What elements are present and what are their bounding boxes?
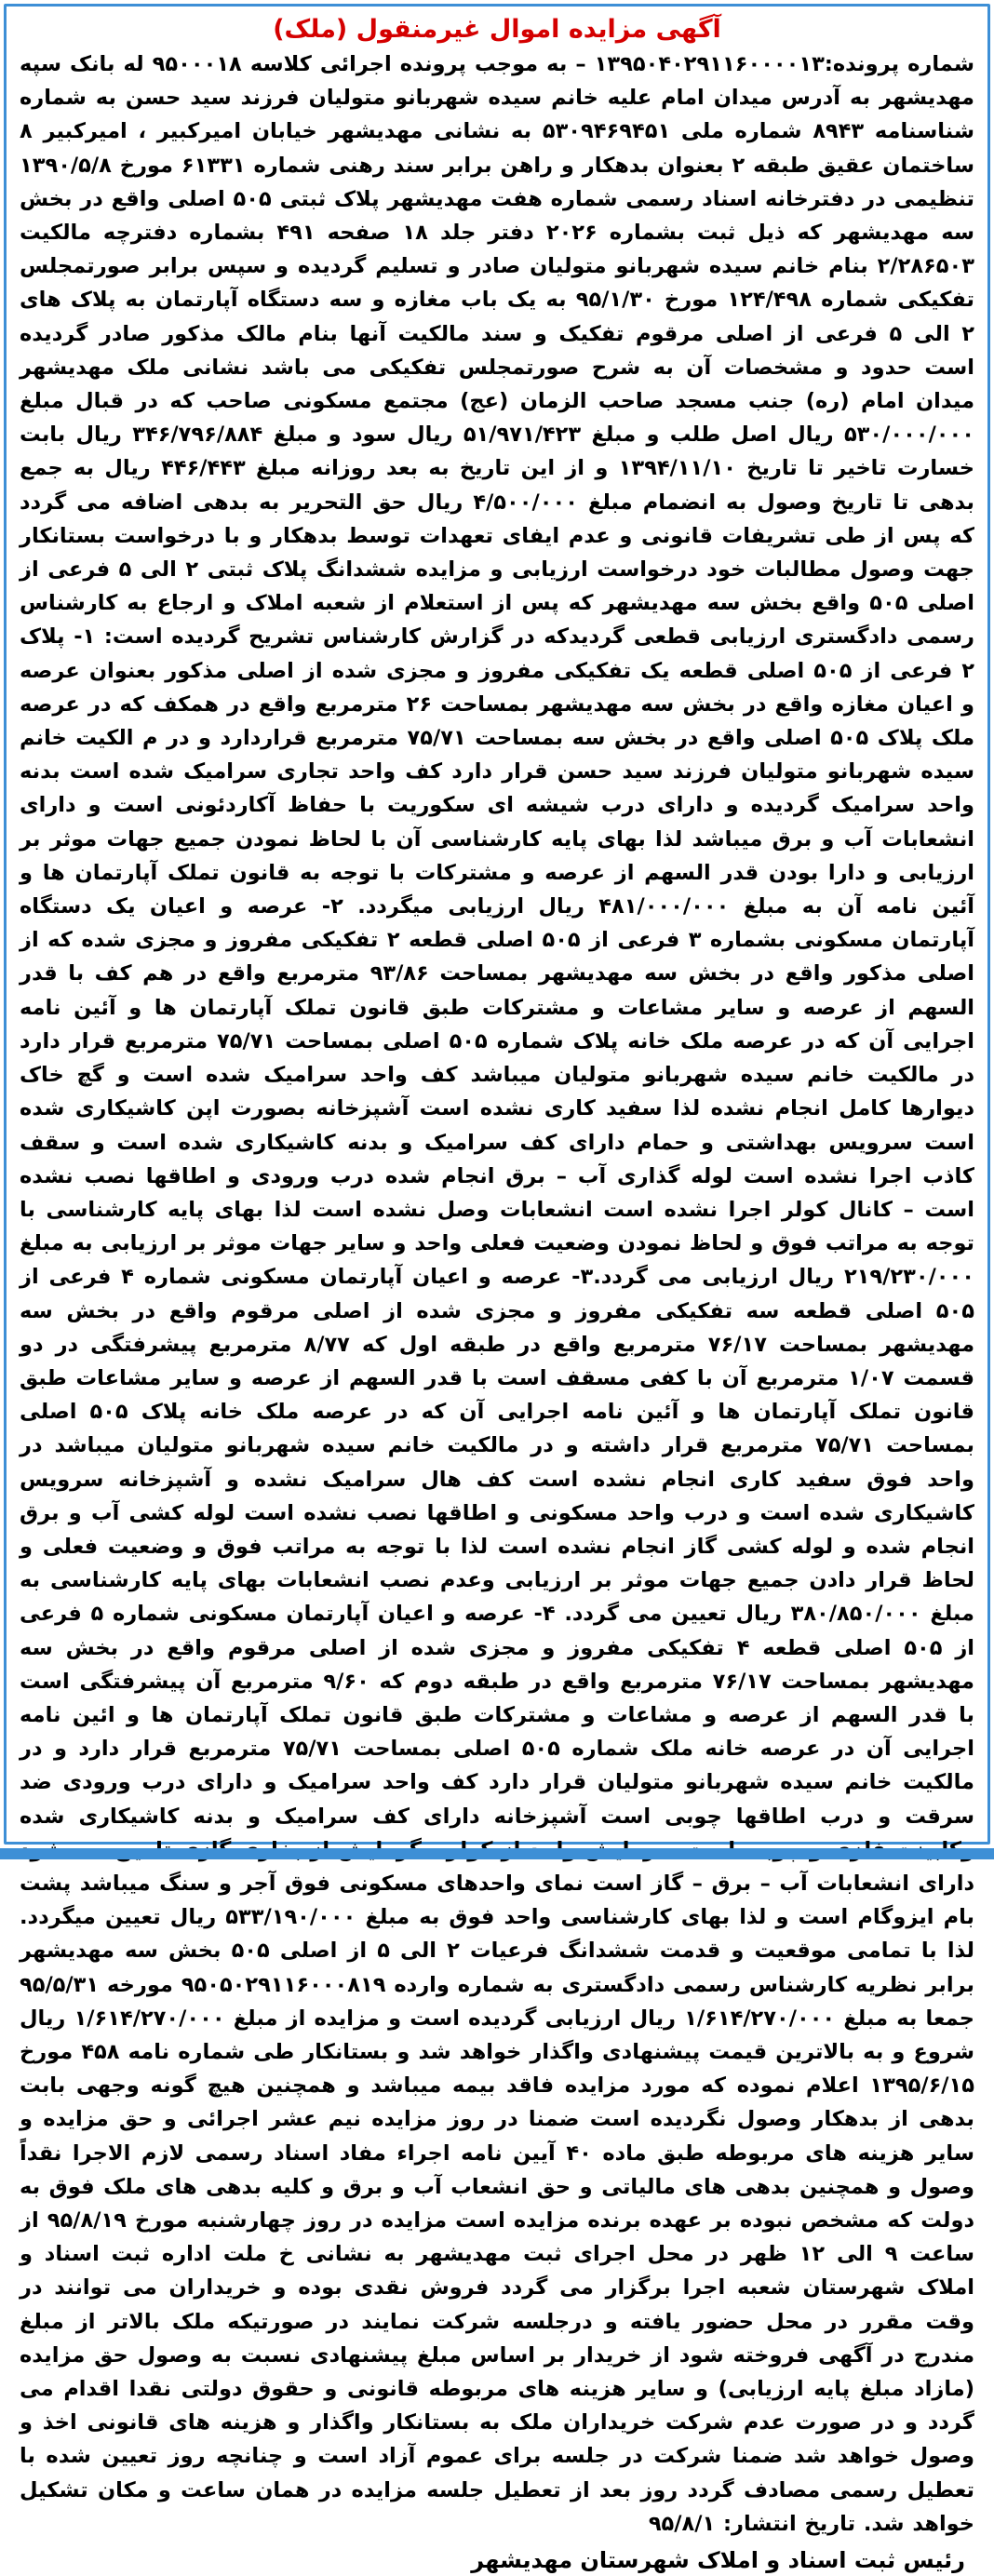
notice-body: شماره پرونده:۱۳۹۵۰۴۰۲۹۱۱۶۰۰۰۰۱۳ – به موجب پرونده اجرائی کلاسه ۹۵۰۰۰۱۸ له بانک سپه مهدیشهر به آدرس میدان امام علیه خانم سیده شهربانو متولیان فرزند سید حسن به شماره شناسنامه ۸۹۴۳ شماره ملی ۵۳۰۹۴۶۹۴۵۱ به نشانی مهدیشهر خیابان امیرکبیر ، امیرکبیر ۸ ساختمان عقیق طبقه ۲ بعنوان بدهکار و راهن برابر سند رهنی شماره ۶۱۳۳۱ مورخ ۱۳۹۰/۵/۸ تنظیمی در دفترخانه اسناد رسمی شماره هفت مهدیشهر پلاک ثبتی ۵۰۵ اصلی واقع در بخش سه مهدیشهر که ذیل ثبت بشماره ۲۰۲۶ دفتر جلد ۱۸ صفحه ۴۹۱ بشماره دفترچه مالکیت ۲/۲۸۶۵۰۳ بنام خانم سیده شهربانو متولیان صادر و تسلیم گردیده و سپس برابر صورتمجلس تفکیکی شماره ۱۲۴/۴۹۸ مورخ ۹۵/۱/۳۰ به یک باب مغازه و سه دستگاه آپارتمان به پلاک های ۲ الی ۵ فرعی از اصلی مرقوم تفکیک و سند مالکیت آنها بنام مالک مذکور صادر گردیده است حدود و مشخصات آن به شرح صورتمجلس تفکیکی می باشد نشانی ملک مهدیشهر میدان امام (ره) جنب مسجد صاحب الزمان (عج) مجتمع مسکونی صاحب که در قبال مبلغ ۵۳۰/۰۰۰/۰۰۰ ریال اصل طلب و مبلغ ۵۱/۹۷۱/۴۲۳ ریال سود و مبلغ ۳۴۶/۷۹۶/۸۸۴ ریال بابت خسارت تاخیر تا تاریخ ۱۳۹۴/۱۱/۱۰ و از این تاریخ به بعد روزانه مبلغ ۴۴۶/۴۴۳ ریال به جمع بدهی تا تاریخ وصول به انضمام مبلغ ۴/۵۰۰/۰۰۰ ریال حق التحریر به بدهی اضافه می گردد که پس از طی تشریفات قانونی و عدم ایفای تعهدات توسط بدهکار و با درخواست بستانکار جهت وصول مطالبات خود درخواست ارزیابی و مزایده ششدانگ پلاک ثبتی ۲ الی ۵ فرعی از اصلی ۵۰۵ واقع بخش سه مهدیشهر که پس از استعلام از شعبه املاک و ارجاع به کارشناس رسمی دادگستری ارزیابی قطعی گردیدکه در گزارش کارشناس تشریح گردیده است: ۱- پلاک ۲ فرعی از ۵۰۵ اصلی قطعه یک تفکیکی مفروز و مجزی شده از اصلی مذکور بعنوان عرصه و اعیان مغازه واقع در بخش سه مهدیشهر بمساحت ۲۶ مترمربع واقع در همکف که در عرصه ملک پلاک ۵۰۵ اصلی واقع در بخش سه بمساحت ۷۵/۷۱ مترمربع قراردارد و در م الکیت خانم سیده شهربانو متولیان فرزند سید حسن قرار دارد کف واحد تجاری سرامیک شده است بدنه واحد سرامیک گردیده و دارای درب شیشه ای سکوریت با حفاظ آکاردئونی است و دارای انشعابات آب و برق میباشد لذا بهای پایه کارشناسی آن با لحاظ نمودن جمیع جهات موثر بر ارزیابی و دارا بودن قدر السهم از عرصه و مشترکات با توجه به قانون تملک آپارتمان ها و آئین نامه آن به مبلغ ۴۸۱/۰۰۰/۰۰۰ ریال ارزیابی میگردد. ۲- عرصه و اعیان یک دستگاه آپارتمان مسکونی بشماره ۳ فرعی از ۵۰۵ اصلی قطعه ۲ تفکیکی مفروز و مجزی شده که از اصلی مذکور واقع در بخش سه مهدیشهر بمساحت ۹۳/۸۶ مترمربع واقع در هم کف با قدر السهم از عرصه و سایر مشاعات و مشترکات طبق قانون تملک آپارتمان ها و آئین نامه اجرایی آن که در عرصه ملک خانه پلاک شماره ۵۰۵ اصلی بمساحت ۷۵/۷۱ مترمربع قرار دارد در مالکیت خانم سیده شهربانو متولیان میباشد کف واحد سرامیک شده است و گچ خاک دیوارها کامل انجام نشده لذا سفید کاری نشده است آشپزخانه بصورت اپن کاشیکاری شده است سرویس بهداشتی و حمام دارای کف سرامیک و بدنه کاشیکاری شده است و سقف کاذب اجرا نشده است لوله گذاری آب – برق انجام شده درب ورودی و اطاقها نصب نشده است – کانال کولر اجرا نشده است انشعابات وصل نشده است لذا بهای پایه کارشناسی با توجه به مراتب فوق و لحاظ نمودن وضعیت فعلی واحد و سایر جهات موثر بر ارزیابی به مبلغ ۲۱۹/۲۳۰/۰۰۰ ریال ارزیابی می گردد.۳- عرصه و اعیان آپارتمان مسکونی شماره ۴ فرعی از ۵۰۵ اصلی قطعه سه تفکیکی مفروز و مجزی شده از اصلی مرقوم واقع در بخش سه مهدیشهر بمساحت ۷۶/۱۷ مترمربع واقع در طبقه اول که ۸/۷۷ مترمربع پیشرفتگی در دو قسمت ۱/۰۷ مترمربع آن با کفی مسقف است با قدر السهم از عرصه و سایر مشاعات طبق قانون تملک آپارتمان ها و آئین نامه اجرایی آن که در عرصه ملک خانه پلاک ۵۰۵ اصلی بمساحت ۷۵/۷۱ مترمربع قرار داشته و در مالکیت خانم سیده شهربانو متولیان میباشد در واحد فوق سفید کاری انجام نشده است کف هال سرامیک نشده و آشپزخانه سرویس کاشیکاری شده است و درب واحد مسکونی و اطاقها نصب نشده است لوله کشی آب و برق انجام شده و لوله کشی گاز انجام نشده است لذا با توجه به مراتب فوق و وضعیت فعلی و لحاظ قرار دادن جمیع جهات موثر بر ارزیابی وعدم نصب انشعابات بهای پایه کارشناسی به مبلغ ۳۸۰/۸۵۰/۰۰۰ ریال تعیین می گردد. ۴- عرصه و اعیان آپارتمان مسکونی شماره ۵ فرعی از ۵۰۵ اصلی قطعه ۴ تفکیکی مفروز و مجزی شده از اصلی مرقوم واقع در بخش سه مهدیشهر بمساحت ۷۶/۱۷ مترمربع واقع در طبقه دوم که ۹/۶۰ مترمربع آن پیشرفتگی است با قدر السهم از عرصه و مشاعات و مشترکات طبق قانون تملک آپارتمان ها و ائین نامه اجرایی آن در عرصه خانه ملک شماره ۵۰۵ اصلی بمساحت ۷۵/۷۱ مترمربع قرار دارد و در مالکیت خانم سیده شهربانو متولیان قرار دارد کف واحد سرامیک و دارای درب ورودی ضد سرقت و درب اطاقها چوبی است آشپزخانه دارای کف سرامیک و بدنه کاشیکاری شده دارای انشعابات آب – برق – گاز است نمای واحدهای مسکونی فوق آجر و سنگ میباشد پشت بام ایزوگام است و لذا بهای کارشناسی واحد فوق به مبلغ ۵۳۳/۱۹۰/۰۰۰ ریال تعیین میگردد. لذا با تمامی موقعیت و قدمت ششدانگ فرعیات ۲ الی ۵ از اصلی ۵۰۵ بخش سه مهدیشهر برابر نظریه کارشناس رسمی دادگستری به شماره وارده ۹۵۰۵۰۲۹۱۱۶۰۰۰۸۱۹ مورخه ۹۵/۵/۳۱ جمعا به مبلغ ۱/۶۱۴/۲۷۰/۰۰۰ ریال ارزیابی گردیده است و مزایده از مبلغ ۱/۶۱۴/۲۷۰/۰۰۰ ریال شروع و به بالاترین قیمت پیشنهادی واگذار خواهد شد و بستانکار طی شماره نامه ۴۵۸ مورخ ۱۳۹۵/۶/۱۵ اعلام نموده که مورد مزایده فاقد بیمه میباشد و همچنین هیچ گونه وجهی بابت بدهی از بدهکار وصول نگردیده است ضمنا در روز مزایده نیم عشر اجرائی و حق مزایده و سایر هزینه های مربوطه طبق ماده ۴۰ آیین نامه اجراء مفاد اسناد رسمی لازم الاجرا نقداً وصول و همچنین بدهی های مالیاتی و حق انشعاب آب و برق و کلیه بدهی های ملک فوق به دولت که مشخص نبوده بر عهده برنده مزایده است مزایده در روز چهارشنبه مورخ ۹۵/۸/۱۹ از ساعت ۹ الی ۱۲ ظهر در محل اجرای ثبت مهدیشهر به نشانی خ ملت اداره ثبت اسناد و املاک شهرستان شعبه اجرا برگزار می گردد فروش نقدی بوده و خریداران می توانند در وقت مقرر در محل حضور یافته و درجلسه شرکت نمایند در صورتیکه ملک بالاتر از مبلغ مندرج در آگهی فروخته شود از خریدار بر اساس مبلغ پیشنهادی نسبت به وصول حق مزایده (مازاد مبلغ پایه ارزیابی) و سایر هزینه های مربوطه قانونی و حقوق دولتی نقدا اقدام می گردد و در صورت عدم شرکت خریداران ملک به بستانکار واگذار و هزینه های قانونی اخذ و وصول خواهد شد ضمنا شرکت در جلسه برای عموم آزاد است و چنانچه روز تعیین شده با تعطیل رسمی مصادف گردد روز بعد از تعطیل جلسه مزایده در همان ساعت و مکان تشکیل خواهد شد. تاریخ انتشار: ۹۵/۸/۱: [20, 52, 975, 2536]
notice-signature: رئیس ثبت اسناد و املاک شهرستان مهدیشهر: [471, 2547, 965, 2574]
notice-frame: [4, 4, 990, 2574]
bottom-bar: [0, 1848, 994, 1859]
notice-title: آگهی مزایده اموال غیرمنقول (ملک): [273, 15, 721, 44]
notice-content: [20, 14, 974, 2576]
